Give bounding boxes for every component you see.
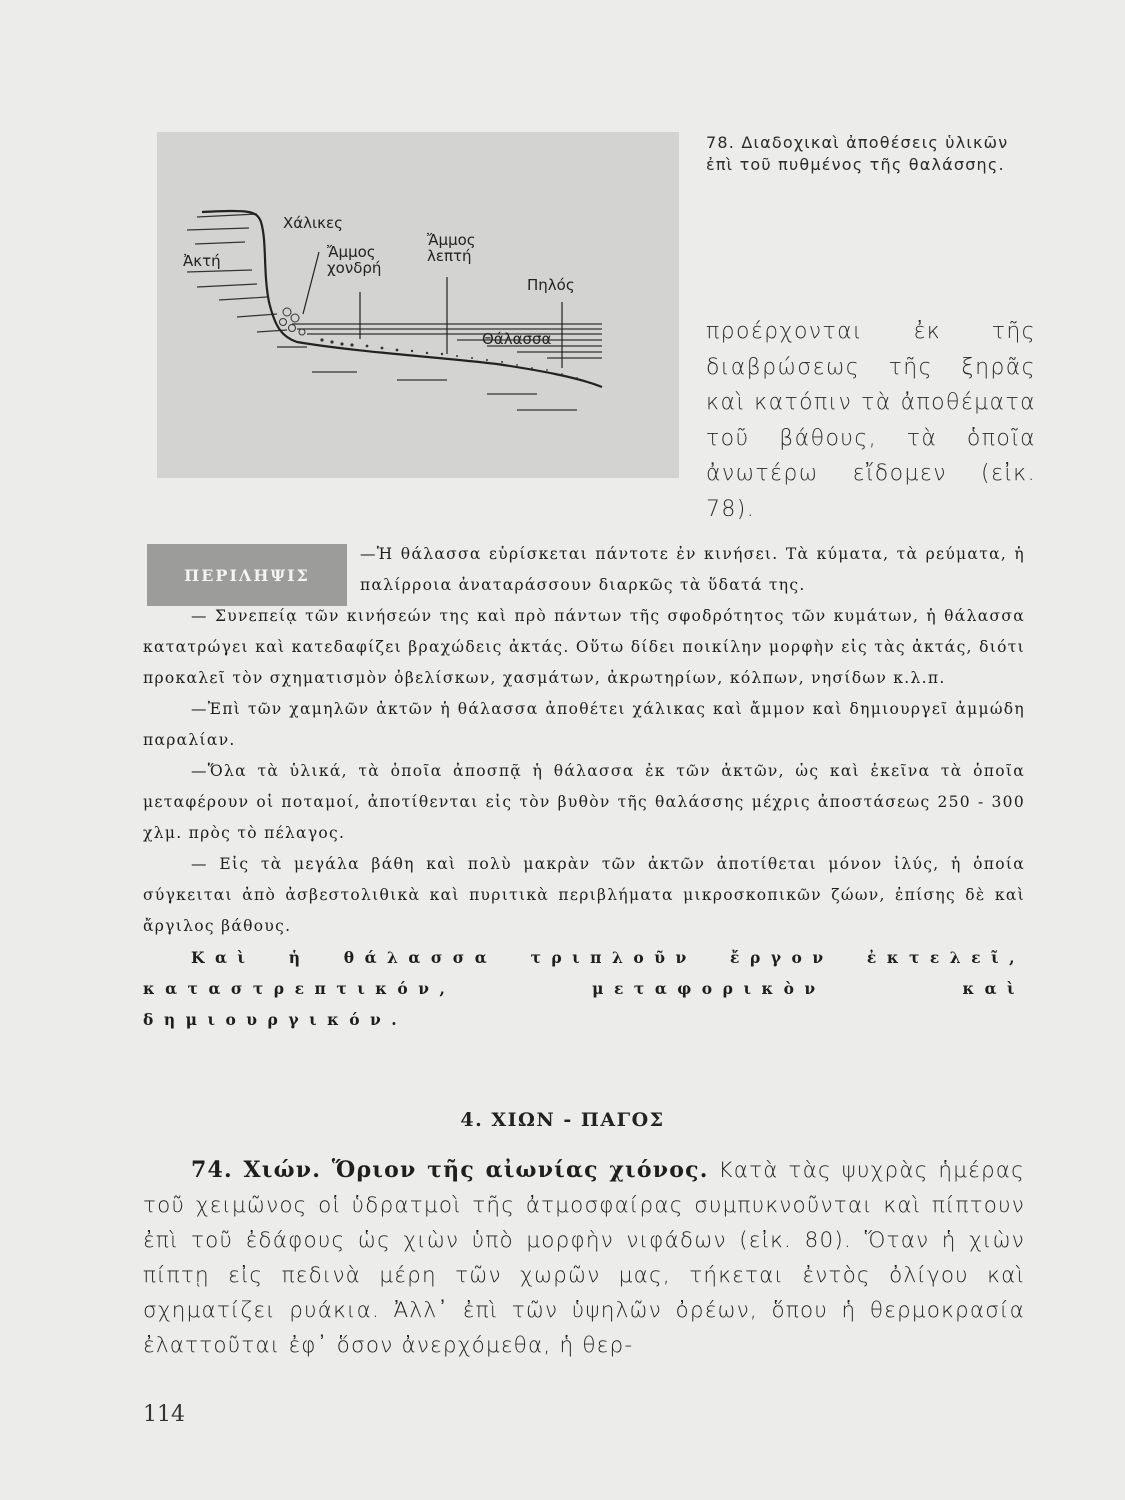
page-number: 114 bbox=[143, 1402, 185, 1427]
summary-paragraph-5: — Εἰς τὰ μεγάλα βάθη καὶ πολὺ μακρὰν τῶν ἀκτῶν ἀποτίθεται μόνον ἰλύς, ἡ ὁποία σύγκειται ἀπὸ ἀσβεστολιθικὰ καὶ πυριτικὰ περιβλήματα μικροσκοπικῶν ζώων, ἐπίσης δὲ καὶ ἄργιλος βάθους. bbox=[143, 855, 1025, 935]
label-fine-sand: Ἄμμος λεπτή bbox=[427, 231, 476, 265]
label-sea: Θάλασσα bbox=[482, 330, 552, 348]
figure-caption: 78. Διαδοχικαὶ ἀποθέσεις ὑλικῶν ἐπὶ τοῦ πυθμένος τῆς θαλάσσης. bbox=[706, 133, 1009, 174]
intro-paragraph: προέρχονται ἐκ τῆς διαβρώσεως τῆς ξηρᾶς καὶ κατόπιν τὰ ἀποθέματα τοῦ βάθους, τὰ ὁποῖα ἀνωτέρω εἴδομεν (εἰκ. 78). bbox=[706, 319, 1036, 522]
summary-badge: ΠΕΡΙΛΗΨΙΣ bbox=[147, 544, 347, 606]
label-mud: Πηλός bbox=[527, 276, 575, 294]
coast-profile bbox=[202, 211, 602, 387]
summary-body bbox=[143, 539, 1025, 1035]
summary-paragraph-3: —Ἐπὶ τῶν χαμηλῶν ἀκτῶν ἡ θάλασσα ἀποθέτει χάλικας καὶ ἄμμον καὶ δημιουργεῖ ἀμμώδη παραλίαν. bbox=[143, 700, 1025, 749]
figure-seabed-deposits bbox=[157, 132, 679, 478]
main-paragraph bbox=[143, 1153, 1025, 1363]
label-pebbles: Χάλικες bbox=[283, 214, 343, 232]
summary-paragraph-1: —Ἡ θάλασσα εὑρίσκεται πάντοτε ἐν κινήσει. Τὰ κύματα, τὰ ρεύματα, ἡ παλίρροια ἀναταράσσουν διαρκῶς τὰ ὕδατά της. bbox=[360, 545, 1025, 594]
summary-conclusion: Καὶ ἡ θάλασσα τριπλοῦν ἔργον ἐκτελεῖ, καταστρεπτικόν, μεταφορικὸν καὶ δημιουργικόν. bbox=[143, 948, 1025, 1029]
summary-paragraph-2: — Συνεπείᾳ τῶν κινήσεών της καὶ πρὸ πάντων τῆς σφοδρότητος τῶν κυμάτων, ἡ θάλασσα κατατρώγει καὶ κατεδαφίζει βραχώδεις ἀκτάς. Οὕτω δίδει ποικίλην μορφὴν εἰς τὰς ἀκτάς, διότι προκαλεῖ τὸν σχηματισμὸν ὀβελίσκων, χασμάτων, ἀκρωτηρίων, κόλπων, νησίδων κ.λ.π. bbox=[143, 607, 1025, 687]
paragraph-text: Κατὰ τὰς ψυχρὰς ἡμέρας τοῦ χειμῶνος οἱ ὑδρατμοὶ τῆς ἀτμοσφαίρας συμπυκνοῦνται καὶ πίπτουν ἐπὶ τοῦ ἐδάφους ὡς χιὼν ὑπὸ μορφὴν νιφάδων (εἰκ. 80). Ὅταν ἡ χιὼν πίπτῃ εἰς πεδινὰ μέρη τῶν χωρῶν μας, τήκεται ἐντὸς ὀλίγου καὶ σχηματίζει ρυάκια. Ἀλλ᾽ ἐπὶ τῶν ὑψηλῶν ὀρέων, ὅπου ἡ θερμοκρασία ἐλαττοῦται ἐφ᾽ ὅσον ἀνερχόμεθα, ἡ θερ- bbox=[143, 1158, 1025, 1358]
summary-paragraph-4: —Ὅλα τὰ ὑλικά, τὰ ὁποῖα ἀποσπᾷ ἡ θάλασσα ἐκ τῶν ἀκτῶν, ὡς καὶ ἐκεῖνα τὰ ὁποῖα μεταφέρουν οἱ ποταμοί, ἀποτίθενται εἰς τὸν βυθὸν τῆς θαλάσσης μέχρις ἀποστάσεως 250 - 300 χλμ. πρὸς τὸ πέλαγος. bbox=[143, 762, 1025, 842]
section-title: 4. ΧΙΩΝ - ΠΑΓΟΣ bbox=[460, 1109, 665, 1131]
seabed-diagram bbox=[157, 132, 679, 478]
label-coarse-sand: Ἄμμος χονδρή bbox=[327, 243, 382, 277]
label-coast: Ἀκτή bbox=[183, 252, 221, 270]
paragraph-heading: 74. Χιών. Ὅριον τῆς αἰωνίας χιόνος. bbox=[191, 1157, 709, 1183]
